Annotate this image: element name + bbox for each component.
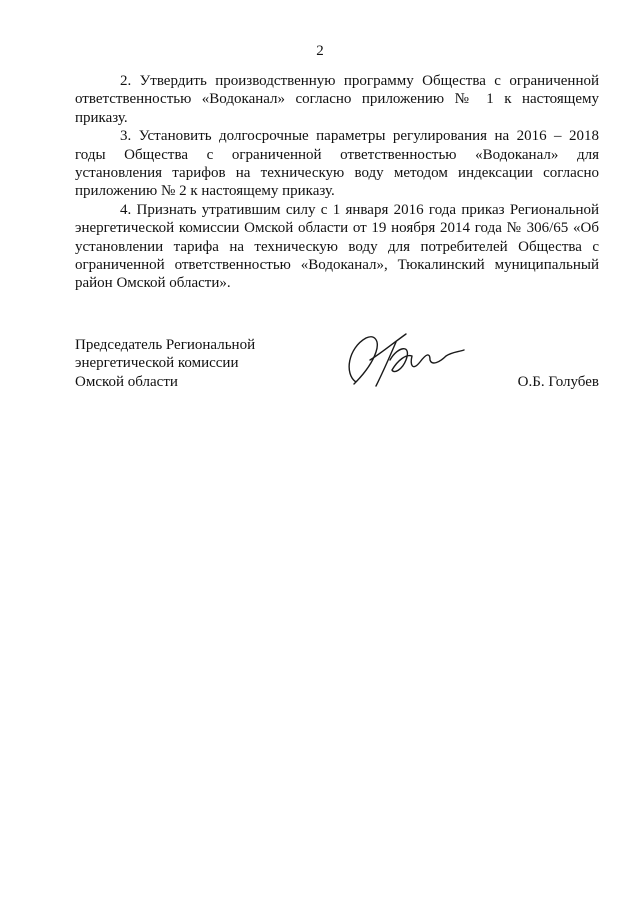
signer-position-line: энергетической комиссии bbox=[75, 355, 239, 372]
signer-position bbox=[75, 336, 315, 391]
handwritten-signature bbox=[340, 330, 470, 392]
signer-position-line: Председатель Региональной bbox=[75, 337, 256, 353]
signature-block bbox=[75, 336, 599, 406]
paragraph-2-approve-program: 2. Утвердить производственную программу Общества с ограниченной ответственностью «Водоканал» согласно приложению № 1 к настоящему приказу. bbox=[75, 73, 599, 126]
paragraph-4-revoke-order: 4. Признать утратившим силу с 1 января 2016 года приказ Региональной энергетической комиссии Омской области от 19 ноября 2014 года № 306/65 «Об установлении тарифа на техническую воду для потребителей Общества с ограниченной ответственностью «Водоканал», Тюкалинский муниципальный район Омской области». bbox=[75, 201, 599, 292]
document-body bbox=[75, 72, 599, 293]
signer-position-line: Омской области bbox=[75, 373, 178, 390]
signer-name: О.Б. Голубев bbox=[517, 374, 599, 390]
paragraph-3-set-parameters: 3. Установить долгосрочные параметры регулирования на 2016 – 2018 годы Общества с ограниченной ответственностью «Водоканал» для установления тарифов на техническую воду методом индексации согласно приложению № 2 к настоящему приказу. bbox=[75, 128, 599, 200]
signature-stroke bbox=[390, 349, 464, 372]
page-number: 2 bbox=[316, 43, 324, 59]
signature-stroke bbox=[349, 337, 377, 384]
